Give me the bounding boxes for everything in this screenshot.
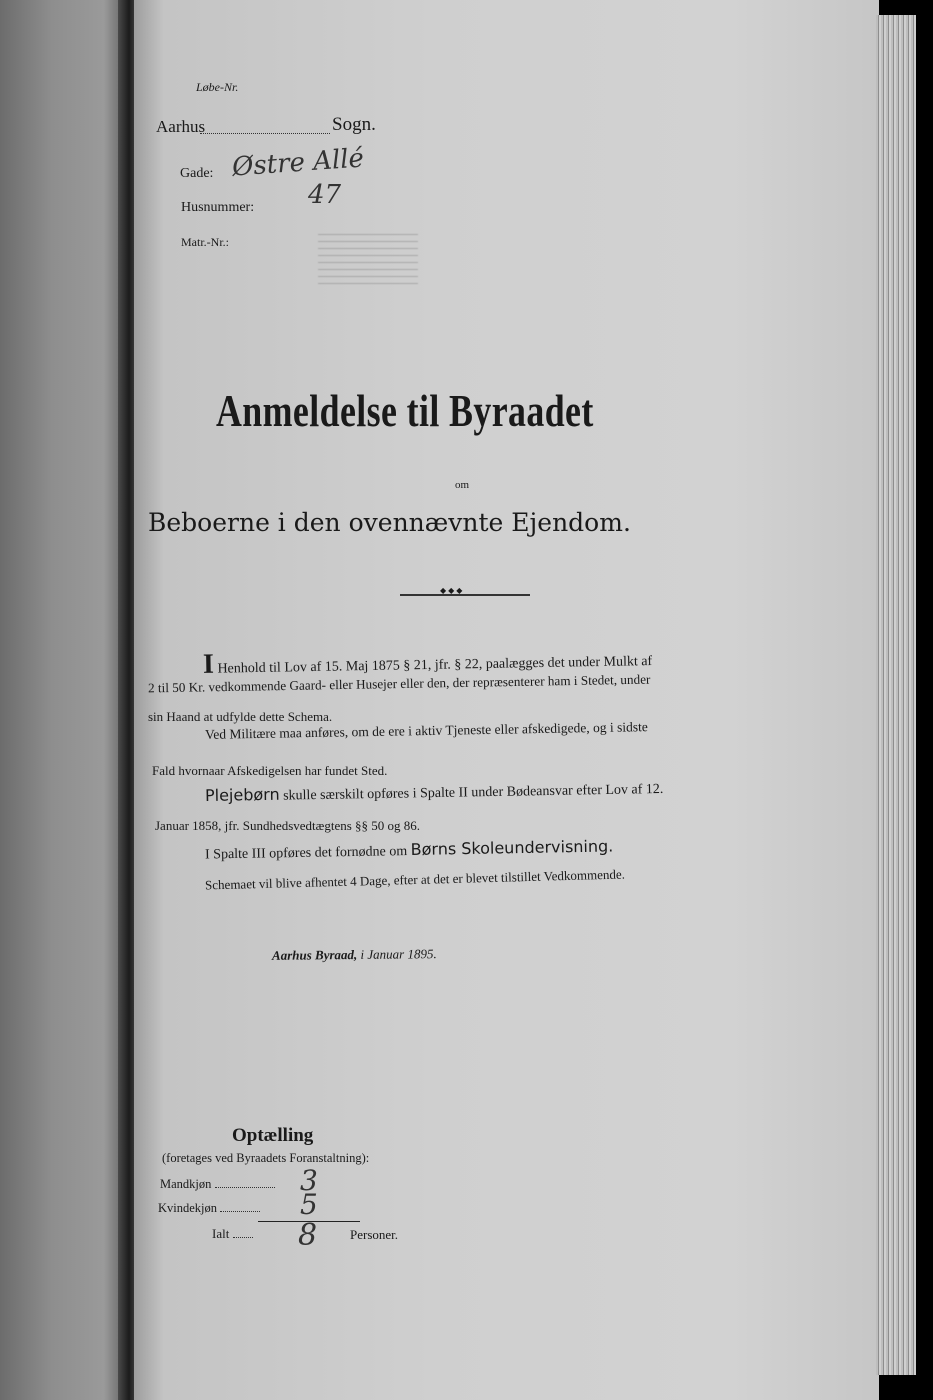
male-label — [160, 1177, 275, 1192]
signature-org: Aarhus Byraad, — [271, 946, 358, 963]
lobe-nr-label: Løbe-Nr. — [196, 80, 239, 94]
parish-dotted-line — [200, 133, 330, 134]
male-dots — [215, 1187, 275, 1188]
male-handwritten-value: 3 — [300, 1164, 318, 1197]
house-number-handwritten-value: 47 — [308, 180, 342, 210]
parish-label: Sogn. — [332, 114, 376, 135]
street-label: Gade: — [180, 166, 214, 181]
male-label-text: Mandkjøn — [160, 1177, 212, 1191]
signature — [272, 946, 437, 964]
total-label-text: Ialt — [212, 1226, 230, 1241]
faded-stamp — [318, 228, 418, 290]
paragraph-4-lead: I Spalte III opføres det fornødne om — [204, 844, 408, 863]
female-handwritten-value: 5 — [300, 1188, 318, 1221]
total-handwritten-value: 8 — [298, 1218, 318, 1253]
paragraph-1-line-2: 2 til 50 Kr. vedkommende Gaard- eller Husejer eller den, der repræsenterer ham i Stedet, under — [147, 671, 651, 696]
paragraph-2-line-1: Ved Militære maa anføres, om de ere i aktiv Tjeneste eller afskedigede, og i sidste — [204, 719, 648, 742]
document-title: Anmeldelse til Byraadet — [216, 385, 594, 436]
persons-label: Personer. — [350, 1227, 399, 1242]
paragraph-1-line-3: sin Haand at udfylde dette Schema. — [148, 709, 333, 724]
total-dots — [233, 1237, 253, 1238]
paragraph-4-emphasis: Børns Skoleundervisning. — [410, 836, 614, 859]
paragraph-3-line-1-text: skulle særskilt opføres i Spalte II under Bødeansvar efter Lov af 12. — [283, 782, 664, 804]
female-dots — [220, 1211, 260, 1212]
page-edges — [876, 15, 916, 1375]
document-subtitle: Beboerne i den ovennævnte Ejendom. — [148, 508, 631, 537]
left-page — [0, 0, 130, 1400]
paragraph-3-line-2: Januar 1858, jfr. Sundhedsvedtægtens §§ 50 og 86. — [155, 818, 421, 833]
count-heading: Optælling — [232, 1125, 314, 1146]
house-number-label: Husnummer: — [181, 200, 255, 215]
signature-date: i Januar 1895. — [360, 946, 437, 962]
city-label: Aarhus — [156, 117, 206, 136]
female-label — [158, 1201, 260, 1216]
plejeborn-lead: Plejebørn — [204, 784, 280, 805]
street-handwritten-value: Østre Allé — [231, 143, 365, 183]
paragraph-5: Schemaet vil blive afhentet 4 Dage, efter at det er blevet tilstillet Vedkommende. — [204, 866, 626, 893]
paragraph-1-line-1-text: Henhold til Lov af 15. Maj 1875 § 21, jfr. § 22, paalægges det under Mulkt af — [217, 654, 653, 677]
title-om: om — [455, 479, 470, 491]
ornament-divider — [400, 594, 530, 596]
drop-initial: I — [202, 648, 215, 680]
total-label — [212, 1226, 253, 1242]
count-subheading: (foretages ved Byraadets Foranstaltning): — [162, 1151, 370, 1165]
matr-label: Matr.-Nr.: — [181, 235, 229, 249]
paragraph-2-line-2: Fald hvornaar Afskedigelsen har fundet Sted. — [152, 763, 388, 778]
female-label-text: Kvindekjøn — [158, 1201, 218, 1215]
